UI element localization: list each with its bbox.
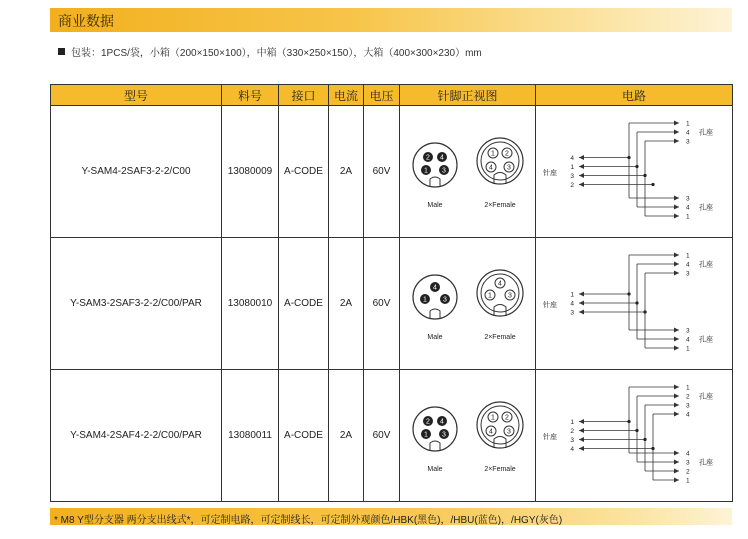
- male-pin-number: 2: [425, 154, 430, 161]
- model-cell: Y-SAM3-2SAF3-2-2/C00/PAR: [51, 238, 222, 370]
- output-pin-number: 4: [686, 204, 690, 212]
- input-pin-number: 4: [570, 155, 574, 162]
- arrow-icon: [579, 292, 584, 297]
- female-pin-number: 2: [504, 150, 509, 157]
- interface-cell: A-CODE: [279, 238, 329, 370]
- output-pin-number: 3: [686, 327, 690, 335]
- voltage-cell: 60V: [364, 238, 400, 370]
- junction-dot: [643, 174, 646, 177]
- male-pin-number: 3: [441, 167, 446, 174]
- input-pin-number: 3: [570, 309, 574, 317]
- junction-dot: [643, 438, 646, 441]
- output-pin-number: 4: [686, 261, 690, 269]
- hole-seat-label-top: 孔座: [699, 261, 713, 269]
- male-pin-number: 4: [439, 154, 444, 161]
- arrow-icon: [579, 446, 584, 451]
- male-pin-number: 1: [423, 431, 428, 438]
- output-pin-number: 4: [686, 411, 690, 419]
- output-pin-number: 3: [686, 402, 690, 410]
- male-pin-number: 1: [423, 167, 428, 174]
- output-pin-number: 1: [686, 477, 690, 485]
- output-pin-number: 1: [686, 345, 690, 353]
- input-pin-number: 4: [570, 446, 574, 453]
- arrow-icon: [674, 214, 679, 219]
- arrow-icon: [579, 164, 584, 169]
- arrow-icon: [579, 310, 584, 315]
- output-pin-number: 3: [686, 195, 690, 203]
- output-pin-number: 4: [686, 450, 690, 458]
- male-label: Male: [426, 201, 443, 209]
- header-interface: 接口: [279, 85, 329, 106]
- female-label: 2×Female: [483, 333, 516, 341]
- pin-seat-label: 针座: [543, 434, 557, 441]
- circuit-diagram: [539, 241, 729, 366]
- arrow-icon: [579, 301, 584, 306]
- table-row: [51, 238, 733, 370]
- current-cell: 2A: [329, 238, 364, 370]
- output-pin-number: 1: [686, 120, 690, 128]
- part-number-cell: 13080011: [222, 370, 279, 502]
- pinout-diagram: [403, 117, 533, 227]
- junction-dot: [635, 301, 638, 304]
- table-row: [51, 106, 733, 238]
- header-circuit: 电路: [536, 85, 733, 106]
- male-pin-number: 4: [432, 284, 437, 291]
- male-pin-number: 3: [442, 296, 447, 303]
- arrow-icon: [579, 173, 584, 178]
- male-pin-number: 2: [425, 418, 430, 425]
- arrow-icon: [579, 155, 584, 160]
- interface-cell: A-CODE: [279, 106, 329, 238]
- male-pin-number: 1: [422, 296, 427, 303]
- female-pin-number: 1: [490, 150, 495, 157]
- voltage-cell: 60V: [364, 106, 400, 238]
- input-pin-number: 1: [570, 291, 574, 299]
- female-label: 2×Female: [483, 465, 516, 473]
- junction-dot: [635, 429, 638, 432]
- hole-seat-label-bottom: 孔座: [699, 336, 713, 344]
- arrow-icon: [674, 478, 679, 483]
- hole-seat-label-top: 孔座: [699, 129, 713, 137]
- arrow-icon: [674, 346, 679, 351]
- hole-seat-label-bottom: 孔座: [699, 459, 713, 467]
- junction-dot: [651, 447, 654, 450]
- arrow-icon: [674, 394, 679, 399]
- arrow-icon: [674, 139, 679, 144]
- table-header-row: [51, 85, 733, 106]
- packaging-info: [58, 44, 482, 59]
- arrow-icon: [674, 271, 679, 276]
- female-pin-number: 4: [488, 428, 493, 435]
- input-pin-number: 3: [570, 437, 574, 444]
- output-pin-number: 1: [686, 252, 690, 260]
- output-pin-number: 4: [686, 129, 690, 137]
- circuit-cell: [536, 238, 733, 370]
- input-pin-number: 4: [570, 300, 574, 308]
- footer-note: * M8 Y型分支器 两分支出线式*，可定制电路，可定制线长，可定制外观颜色/HBK(黑色)，/HBU(蓝色)，/HGY(灰色): [54, 515, 563, 526]
- female-pin-number: 3: [506, 428, 511, 435]
- pinout-diagram: [403, 381, 533, 491]
- pinout-cell: [400, 106, 536, 238]
- header-part: 料号: [222, 85, 279, 106]
- pinout-cell: [400, 238, 536, 370]
- circuit-diagram: [539, 373, 729, 498]
- male-connector-icon: [413, 407, 457, 451]
- arrow-icon: [674, 196, 679, 201]
- hole-seat-label-top: 孔座: [699, 393, 713, 401]
- arrow-icon: [674, 253, 679, 258]
- header-current: 电流: [329, 85, 364, 106]
- header-pinout: 针脚正视图: [400, 85, 536, 106]
- part-number-cell: 13080009: [222, 106, 279, 238]
- female-pin-number: 3: [506, 164, 511, 171]
- part-number-cell: 13080010: [222, 238, 279, 370]
- interface-cell: A-CODE: [279, 370, 329, 502]
- circuit-cell: [536, 370, 733, 502]
- hole-seat-label-bottom: 孔座: [699, 204, 713, 212]
- table-row: [51, 370, 733, 502]
- output-pin-number: 4: [686, 336, 690, 344]
- male-pin-number: 3: [441, 431, 446, 438]
- arrow-icon: [674, 451, 679, 456]
- current-cell: 2A: [329, 106, 364, 238]
- section-title: 商业数据: [58, 13, 114, 29]
- input-pin-number: 2: [570, 182, 574, 189]
- arrow-icon: [674, 460, 679, 465]
- arrow-icon: [674, 328, 679, 333]
- current-cell: 2A: [329, 370, 364, 502]
- female-connector-icon: [477, 402, 523, 448]
- output-pin-number: 2: [686, 468, 690, 476]
- input-pin-number: 1: [570, 164, 574, 171]
- female-pin-number: 4: [497, 280, 502, 287]
- header-voltage: 电压: [364, 85, 400, 106]
- output-pin-number: 3: [686, 270, 690, 278]
- model-cell: Y-SAM4-2SAF3-2-2/C00: [51, 106, 222, 238]
- female-label: 2×Female: [483, 201, 516, 209]
- packaging-text: 包装：1PCS/袋，小箱（200×150×100），中箱（330×250×150），大箱（400×300×230）mm: [71, 48, 482, 59]
- female-pin-number: 1: [490, 414, 495, 421]
- female-connector-icon: [477, 270, 523, 316]
- male-connector-icon: [413, 275, 457, 319]
- female-connector-icon: [477, 138, 523, 184]
- arrow-icon: [579, 428, 584, 433]
- voltage-cell: 60V: [364, 370, 400, 502]
- bullet-square-icon: [58, 48, 65, 55]
- arrow-icon: [674, 121, 679, 126]
- junction-dot: [635, 165, 638, 168]
- junction-dot: [627, 420, 630, 423]
- output-pin-number: 2: [686, 393, 690, 401]
- model-cell: Y-SAM4-2SAF4-2-2/C00/PAR: [51, 370, 222, 502]
- junction-dot: [627, 156, 630, 159]
- junction-dot: [643, 310, 646, 313]
- output-pin-number: 1: [686, 213, 690, 221]
- female-pin-number: 1: [487, 292, 492, 299]
- pin-seat-label: 针座: [543, 302, 557, 309]
- arrow-icon: [674, 130, 679, 135]
- male-label: Male: [426, 465, 443, 473]
- arrow-icon: [674, 385, 679, 390]
- male-label: Male: [426, 333, 443, 341]
- arrow-icon: [674, 262, 679, 267]
- arrow-icon: [674, 205, 679, 210]
- pinout-cell: [400, 370, 536, 502]
- input-pin-number: 3: [570, 173, 574, 180]
- arrow-icon: [674, 337, 679, 342]
- junction-dot: [627, 292, 630, 295]
- spec-table: [50, 84, 733, 502]
- circuit-diagram: [539, 109, 729, 234]
- pinout-diagram: [403, 249, 533, 359]
- male-connector-icon: [413, 143, 457, 187]
- section-header-bar: [50, 8, 732, 32]
- output-pin-number: 3: [686, 459, 690, 467]
- female-pin-number: 4: [488, 164, 493, 171]
- male-pin-number: 4: [439, 418, 444, 425]
- arrow-icon: [674, 403, 679, 408]
- junction-dot: [651, 183, 654, 186]
- pin-seat-label: 针座: [543, 170, 557, 177]
- circuit-cell: [536, 106, 733, 238]
- arrow-icon: [674, 469, 679, 474]
- input-pin-number: 1: [570, 419, 574, 426]
- header-model: 型号: [51, 85, 222, 106]
- output-pin-number: 1: [686, 384, 690, 392]
- output-pin-number: 3: [686, 138, 690, 146]
- input-pin-number: 2: [570, 428, 574, 435]
- arrow-icon: [674, 412, 679, 417]
- arrow-icon: [579, 419, 584, 424]
- female-pin-number: 2: [504, 414, 509, 421]
- arrow-icon: [579, 437, 584, 442]
- female-pin-number: 3: [507, 292, 512, 299]
- arrow-icon: [579, 182, 584, 187]
